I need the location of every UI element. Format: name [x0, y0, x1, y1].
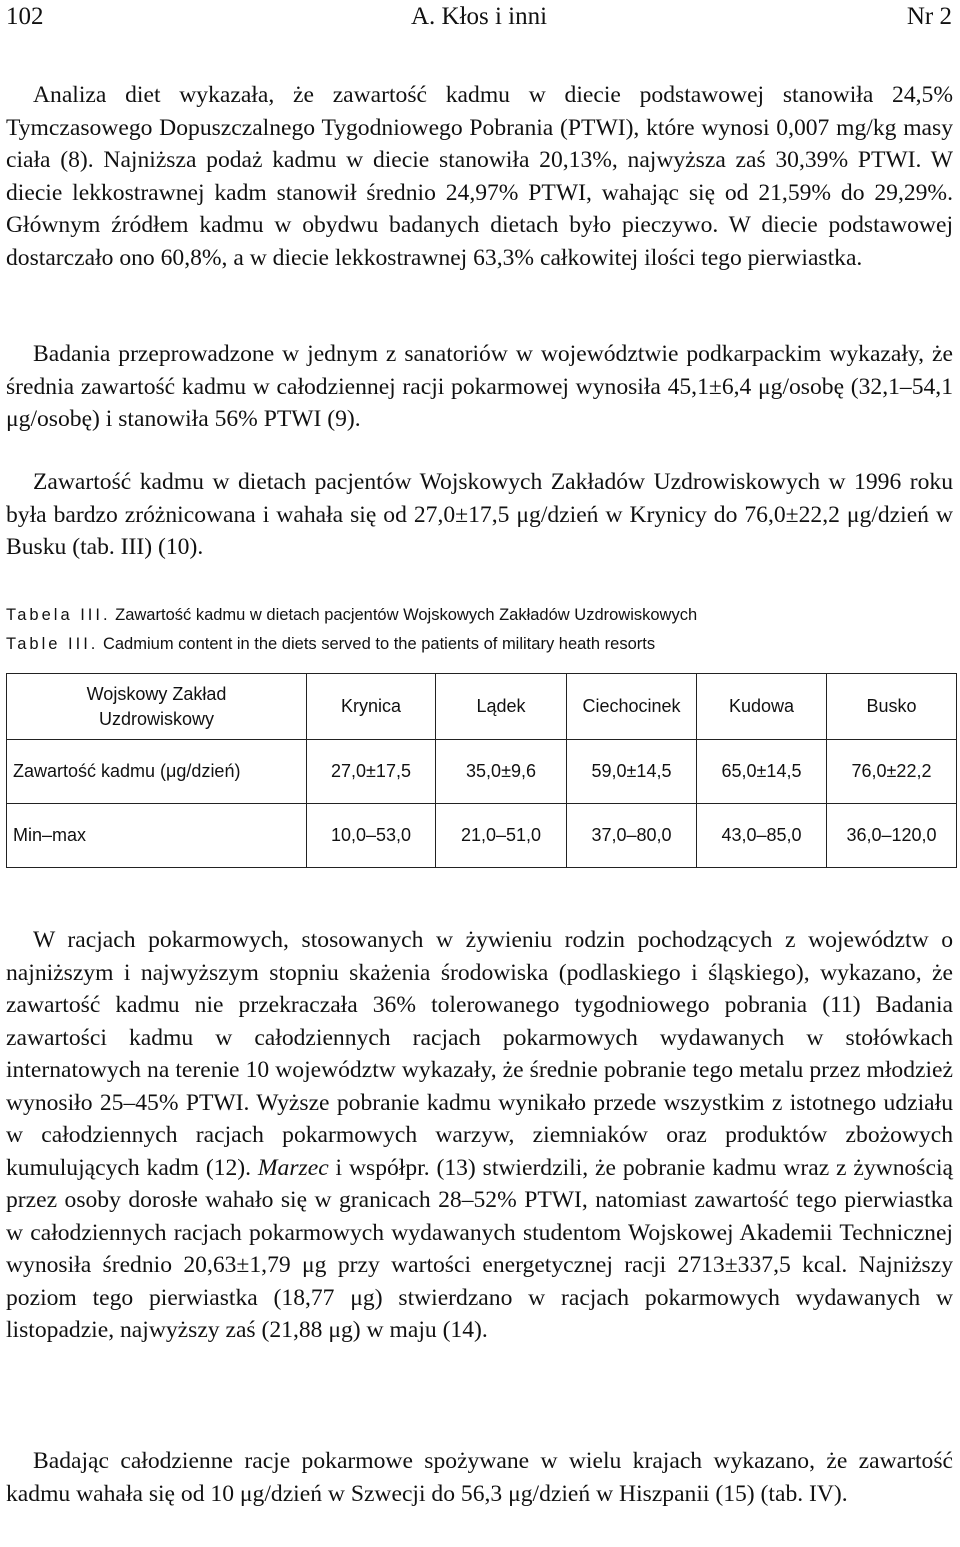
table-cell: 27,0±17,5 — [307, 740, 436, 804]
running-title-authors: A. Kłos i inni — [410, 3, 548, 30]
header-cell-kudowa: Kudowa — [697, 674, 827, 740]
table-cell: 35,0±9,6 — [436, 740, 567, 804]
table-header-row — [7, 674, 957, 740]
header-cell-ciechocinek: Ciechocinek — [567, 674, 697, 740]
header-cell-busko: Busko — [827, 674, 957, 740]
row-label-min-max: Min–max — [7, 804, 307, 868]
header-cell-resort — [7, 674, 307, 740]
paragraph-sanatorium-study: Badania przeprowadzone w jednym z sanatoriów w województwie podkarpackim wykazały, że średnia zawartość kadmu w całodziennej racji pokarmowej wynosiła 45,1±6,4 μg/osobę (32,1–54,1 μg/osobę) i stanowiła 56% PTWI (9). — [6, 341, 953, 432]
paragraph-family-diets — [6, 924, 953, 1347]
paragraph-military-resorts: Zawartość kadmu w dietach pacjentów Wojskowych Zakładów Uzdrowiskowych w 1996 roku była bardzo zróżnicowana i wahała się od 27,0±17,5 μg/dzień w Krynicy do 76,0±22,2 μg/dzień w Busku (tab. III) (10). — [6, 469, 953, 560]
table-caption-polish-label: Tabela III. — [6, 606, 111, 624]
header-cell-krynica: Krynica — [307, 674, 436, 740]
table-caption-polish — [6, 604, 697, 626]
table-cell: 76,0±22,2 — [827, 740, 957, 804]
table-cell: 10,0–53,0 — [307, 804, 436, 868]
table-row — [7, 740, 957, 804]
table-caption-polish-text: Zawartość kadmu w dietach pacjentów Wojskowych Zakładów Uzdrowiskowych — [115, 606, 698, 624]
table-cell: 59,0±14,5 — [567, 740, 697, 804]
running-header — [6, 0, 952, 34]
row-label-cadmium-content: Zawartość kadmu (μg/dzień) — [7, 740, 307, 804]
header-cell-ladek: Lądek — [436, 674, 567, 740]
cadmium-table — [6, 673, 957, 868]
table-cell: 21,0–51,0 — [436, 804, 567, 868]
table-cell: 37,0–80,0 — [567, 804, 697, 868]
table-cell: 36,0–120,0 — [827, 804, 957, 868]
table-caption-english-label: Table III. — [6, 635, 99, 653]
table-caption-english-text: Cadmium content in the diets served to the patients of military heath resorts — [102, 635, 656, 653]
paragraph-international: Badając całodzienne racje pokarmowe spożywane w wielu krajach wykazano, że zawartość kadmu wahała się od 10 μg/dzień w Szwecji do 56,3 μg/dzień w Hiszpanii (15) (tab. IV). — [6, 1448, 953, 1507]
header-resort-line1: Wojskowy Zakład — [86, 683, 227, 704]
table-row — [7, 804, 957, 868]
paragraph-family-diets-part1: W racjach pokarmowych, stosowanych w żywieniu rodzin pochodzących z województw o najniższym i najwyższym stopniu skażenia środowiska (podlaskiego i śląskiego), wykazano, że zawartość kadmu nie przekraczała 36% tolerowanego tygodniowego pobrania (11) Badania zawartości kadmu w całodziennych racjach pokarmowych wydawanych w stołówkach internatowych na terenie 10 województw wykazały, że średnie pobranie tego metalu przez młodzież wynosiło 25–45% PTWI. Wyższe pobranie kadmu wynikało przede wszystkim z istotnego udziału w całodziennych racjach pokarmowych warzyw, ziemniaków oraz produktów zbożowych kumulujących kadm (12). — [6, 927, 953, 1181]
table-caption-english — [6, 633, 655, 655]
paragraph-diet-analysis: Analiza diet wykazała, że zawartość kadmu w diecie podstawowej stanowiła 24,5% Tymczasowego Dopuszczalnego Tygodniowego Pobrania (PTWI), które wynosi 0,007 mg/kg masy ciała (8). Najniższa podaż kadmu w diecie stanowiła 20,13%, najwyższa zaś 30,39% PTWI. W diecie lekkostrawnej kadm stanowił średnio 24,97% PTWI, wahając się od 21,59% do 29,29%. Głównym źródłem kadmu w obydwu badanych dietach było pieczywo. W diecie podstawowej dostarczało ono 60,8%, a w diecie lekkostrawnej 63,3% całkowitej ilości tego pierwiastka. — [6, 82, 953, 271]
table-cell: 65,0±14,5 — [697, 740, 827, 804]
page-number: 102 — [6, 3, 44, 30]
table-cell: 43,0–85,0 — [697, 804, 827, 868]
header-resort-line2: Uzdrowiskowy — [98, 708, 215, 729]
issue-number: Nr 2 — [906, 3, 952, 30]
paragraph-family-diets-part2: i współpr. (13) stwierdzili, że pobranie kadmu wraz z żywnością przez osoby dorosłe wahało się w granicach 28–52% PTWI, natomiast zawartość tego pierwiastka w całodziennych racjach pokarmowych wydawanych studentom Wojskowej Akademii Technicznej wynosiła średnio 20,63±1,79 μg przy wartości energetycznej racji 2713±337,5 kcal. Najniższy poziom tego pierwiastka (18,77 μg) stwierdzano w racjach pokarmowych wydawanych w listopadzie, najwyższy zaś (21,88 μg) w maju (14). — [6, 1154, 953, 1343]
cited-author: Marzec — [257, 1154, 329, 1181]
